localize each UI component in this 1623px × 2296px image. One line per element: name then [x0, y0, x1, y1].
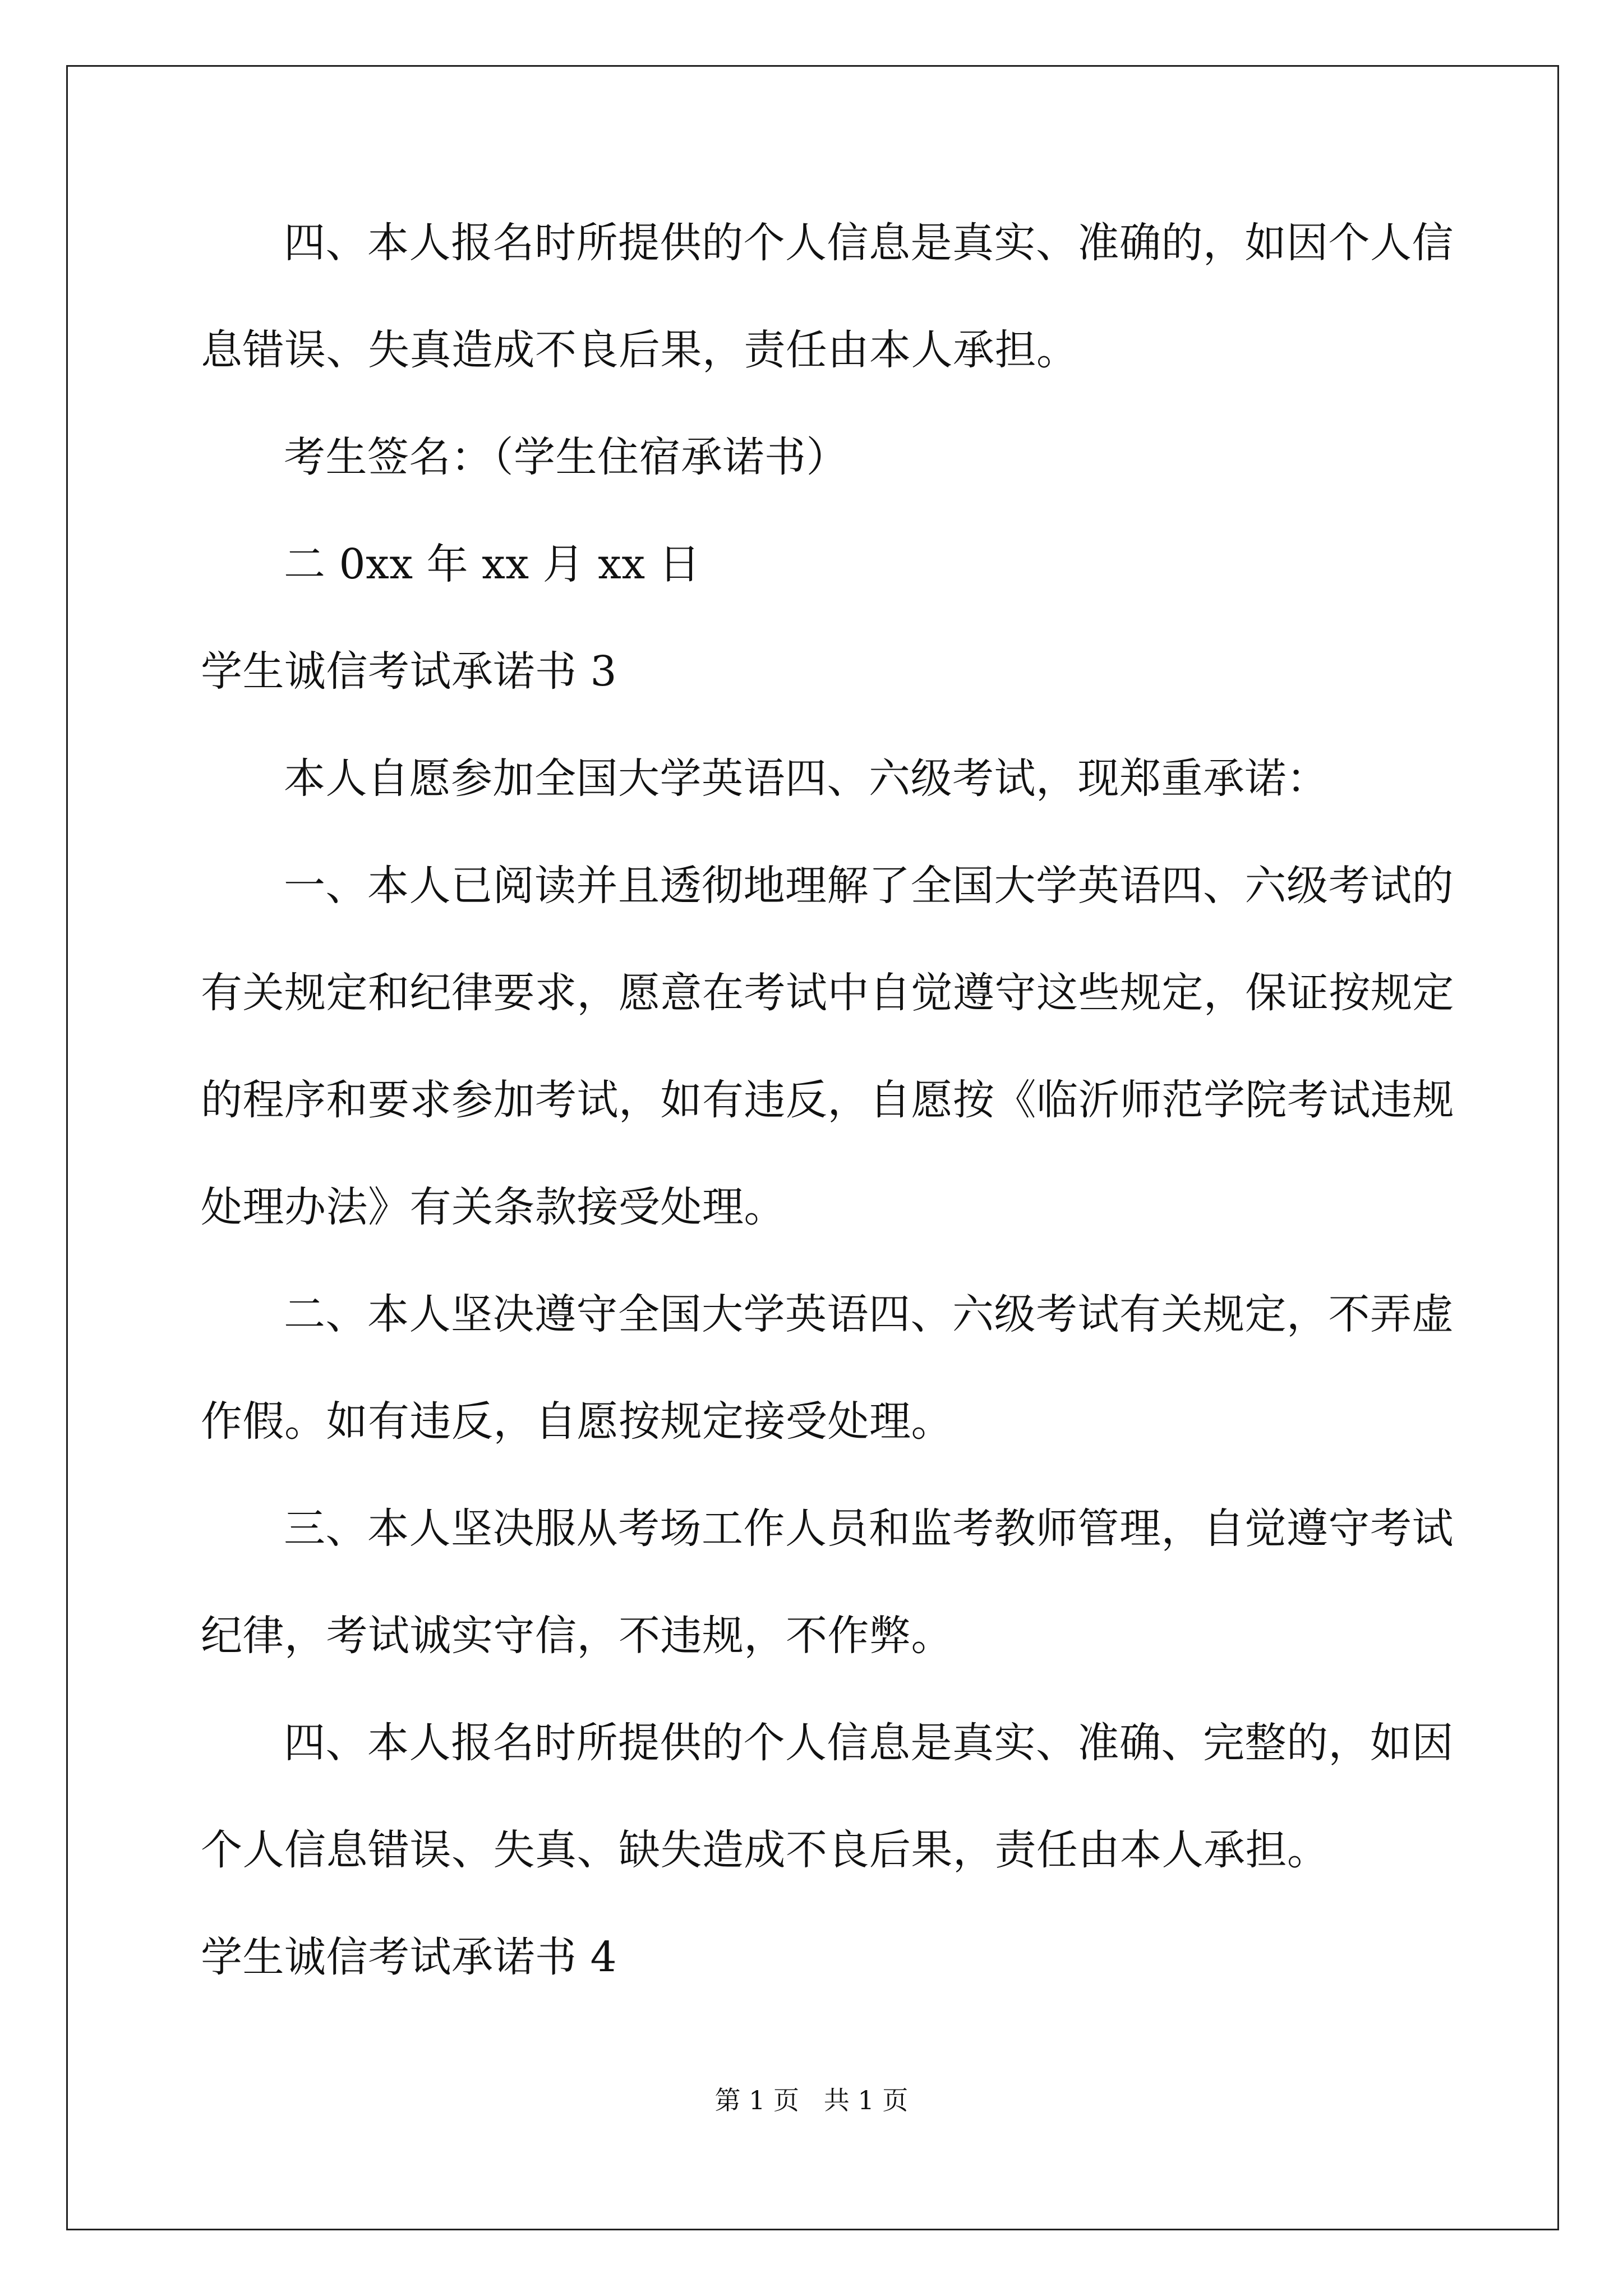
- paragraph-item-4: [201, 1716, 1454, 1877]
- text-line: 四、本人报名时所提供的个人信息是真实、准确的，如因个人信: [284, 219, 1454, 267]
- paragraph-personal-info: [201, 216, 1454, 377]
- document-body: [201, 216, 1454, 1984]
- text-line: 处理办法》有关条款接受处理。: [201, 1183, 786, 1231]
- text-line: 的程序和要求参加考试，如有违反，自愿按《临沂师范学院考试违规: [201, 1076, 1454, 1124]
- text-line: 个人信息错误、失真、缺失造成不良后果，责任由本人承担。: [201, 1826, 1329, 1874]
- text-line: 作假。如有违反，自愿按规定接受处理。: [201, 1397, 953, 1446]
- text-line: 三、本人坚决服从考场工作人员和监考教师管理，自觉遵守考试: [284, 1504, 1454, 1553]
- text-line: 二、本人坚决遵守全国大学英语四、六级考试有关规定，不弄虚: [284, 1290, 1454, 1338]
- page-footer: 第 1 页 共 1 页: [714, 2085, 909, 2115]
- intro-paragraph: 本人自愿参加全国大学英语四、六级考试，现郑重承诺：: [284, 754, 1329, 803]
- signature-line: 考生签名：（学生住宿承诺书）: [284, 433, 848, 481]
- date-line: 二 0xx 年 xx 月 xx 日: [284, 540, 701, 588]
- paragraph-item-2: [201, 1287, 1454, 1448]
- text-line: 有关规定和纪律要求，愿意在考试中自觉遵守这些规定，保证按规定: [201, 969, 1454, 1017]
- section-heading-3: 学生诚信考试承诺书 3: [201, 647, 617, 696]
- text-line: 息错误、失真造成不良后果，责任由本人承担。: [201, 326, 1078, 374]
- section-heading-4: 学生诚信考试承诺书 4: [201, 1933, 617, 1981]
- text-line: 纪律，考试诚实守信，不违规，不作弊。: [201, 1612, 953, 1660]
- paragraph-item-3: [201, 1502, 1454, 1663]
- paragraph-item-1: [201, 859, 1454, 1234]
- text-line: 一、本人已阅读并且透彻地理解了全国大学英语四、六级考试的: [284, 862, 1454, 910]
- text-line: 四、本人报名时所提供的个人信息是真实、准确、完整的，如因: [284, 1719, 1454, 1767]
